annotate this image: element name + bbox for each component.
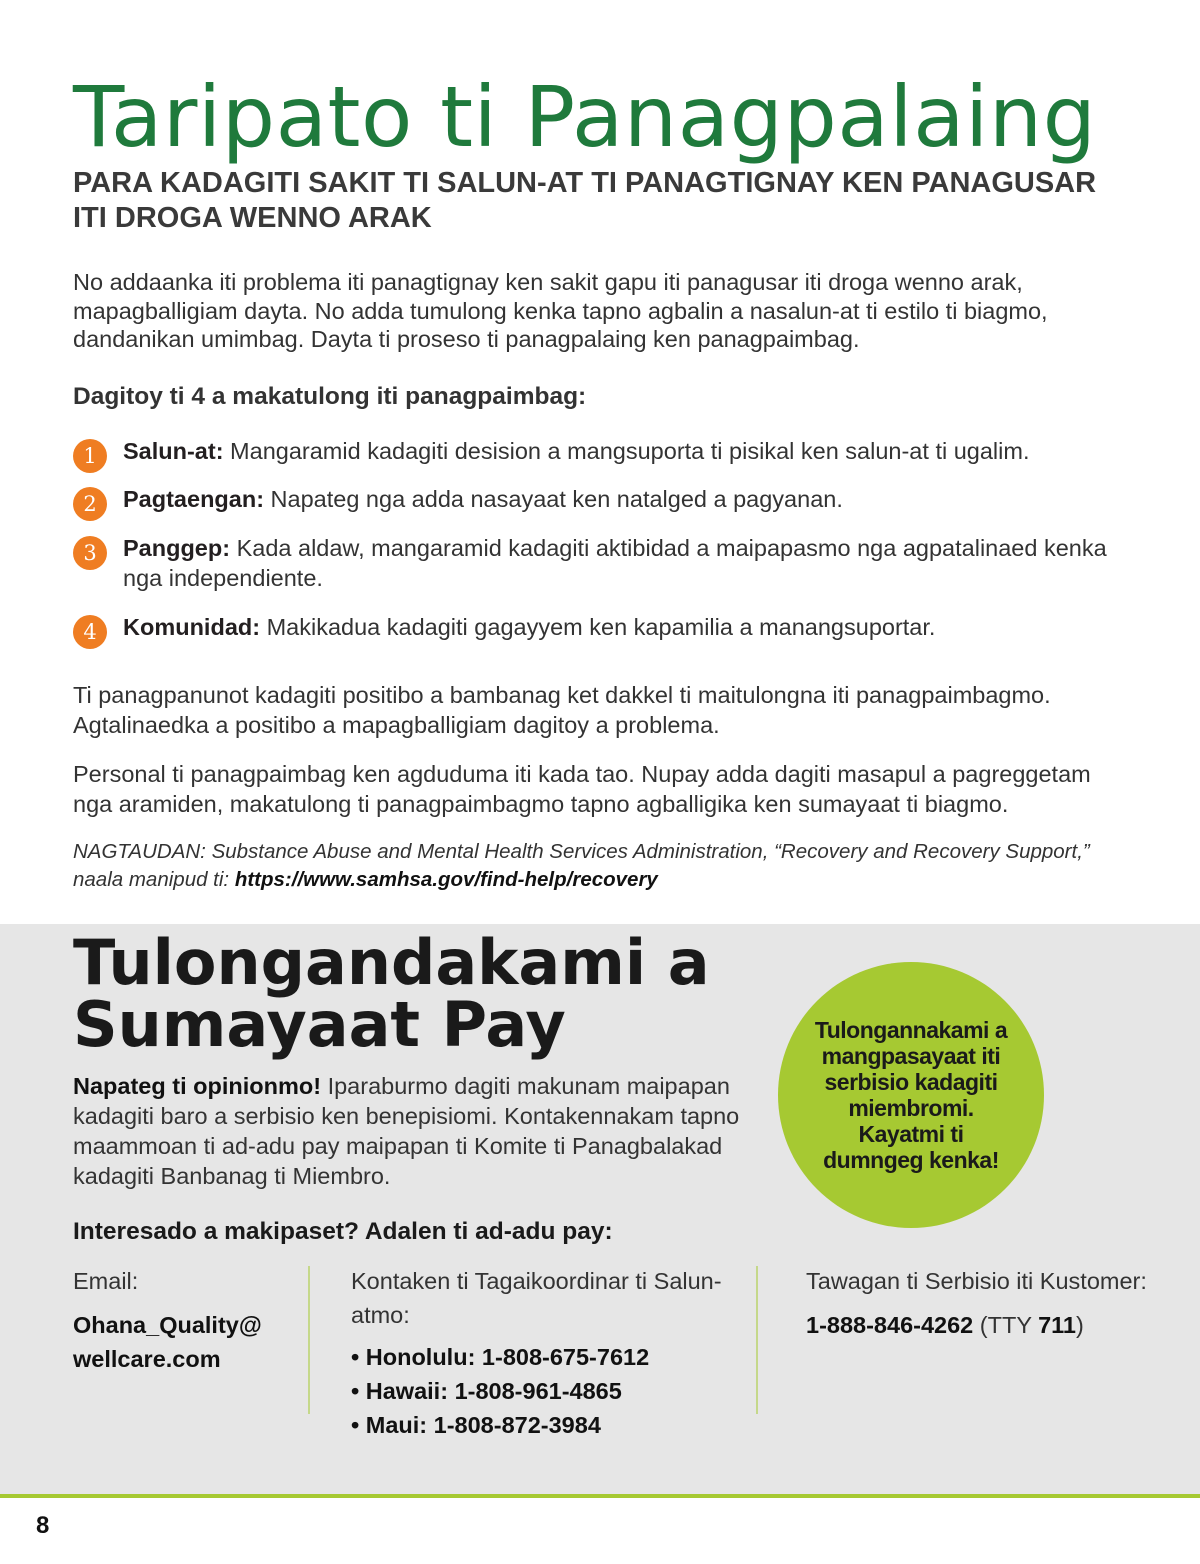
callout-text: Tulongannakami a mangpasayaat iti serbisio kadagiti miembromi. Kayatmi ti dumngeg kenka!: [814, 1017, 1008, 1173]
feedback-title-line-1: Tulongandakami a: [73, 926, 710, 999]
coordinator-label: Kontaken ti Tagaikoordinar ti Salun-atmo:: [351, 1268, 722, 1328]
column-divider: [308, 1266, 310, 1414]
tip-term: Panggep:: [123, 535, 231, 561]
tip-item-community: [73, 612, 935, 642]
personal-recovery-paragraph: Personal ti panagpaimbag ken agduduma iti kada tao. Nupay adda dagiti masapul a pagreggetam nga aramiden, makatulong ti panagpaimbagmo tapno agballigika ken sumayaat ti biagmo.: [73, 761, 1091, 817]
feedback-title: [73, 926, 710, 1061]
page-title: Taripato ti Panagpalaing: [73, 68, 1097, 166]
callout-bubble: [778, 962, 1044, 1228]
tip-term: Komunidad:: [123, 614, 261, 640]
tip-item-purpose: [73, 533, 1133, 593]
footer-rule: [0, 1494, 1200, 1498]
interest-heading: Interesado a makipaset? Adalen ti ad-adu pay:: [73, 1218, 613, 1245]
tip-item-home: [73, 484, 843, 514]
intro-paragraph: No addaanka iti problema iti panagtignay ken sakit gapu iti panagusar iti droga wenno arak, mapagballigiam dayta. No adda tumulong kenka tapno agbalin a nasalun-at ti estilo ti biagmo, dandanikan umimbag. Dayta ti proseso ti panagpalaing ken panagpaimbag.: [73, 269, 1048, 352]
email-label: Email:: [73, 1268, 139, 1294]
feedback-paragraph: [73, 1071, 763, 1191]
source-link[interactable]: https://www.samhsa.gov/find-help/recovery: [234, 868, 658, 891]
coordinator-phone-list: [351, 1340, 731, 1442]
tty-info: [973, 1312, 1084, 1338]
tip-item-health: [73, 436, 1029, 466]
email-link[interactable]: [73, 1308, 293, 1376]
positive-thinking-paragraph: Ti panagpanunot kadagiti positibo a bambanag ket dakkel ti maitulongna iti panagpaimbagmo. Agtalinaedka a positibo a mapagballigiam dagitoy a problema.: [73, 682, 1051, 738]
tip-term: Salun-at:: [123, 438, 224, 464]
feedback-lead: Napateg ti opinionmo!: [73, 1073, 322, 1099]
phone-maui[interactable]: • Maui: 1-808-872-3984: [351, 1408, 731, 1442]
tip-text: Mangaramid kadagiti desision a mangsuporta ti pisikal ken salun-at ti ugalim.: [223, 438, 1030, 464]
tip-term: Pagtaengan:: [123, 486, 265, 512]
tty-close: ): [1076, 1312, 1084, 1338]
number-badge-2: 2: [73, 487, 107, 521]
customer-service-phone[interactable]: 1-888-846-4262: [806, 1312, 974, 1338]
coordinator-column: [351, 1264, 731, 1442]
phone-honolulu[interactable]: • Honolulu: 1-808-675-7612: [351, 1340, 731, 1374]
source-text: NAGTAUDAN: Substance Abuse and Mental Health Services Administration, “Recovery and Recovery Support,” naala manipud ti:: [73, 840, 1090, 891]
email-column: [73, 1264, 293, 1376]
feedback-title-line-2: Sumayaat Pay: [73, 988, 566, 1061]
number-badge-4: 4: [73, 615, 107, 649]
email-line-2: wellcare.com: [73, 1346, 221, 1372]
tty-number[interactable]: 711: [1038, 1312, 1077, 1338]
source-citation: [73, 838, 1133, 894]
page-subtitle: PARA KADAGITI SAKIT TI SALUN-AT TI PANAGTIGNAY KEN PANAGUSAR ITI DROGA WENNO ARAK: [73, 167, 1097, 234]
tty-open: (TTY: [973, 1312, 1039, 1338]
customer-service-column: [806, 1264, 1166, 1342]
number-badge-3: 3: [73, 536, 107, 570]
tip-text: Makikadua kadagiti gagayyem ken kapamilia a manangsuportar.: [260, 614, 936, 640]
tips-heading: Dagitoy ti 4 a makatulong iti panagpaimbag:: [73, 383, 587, 410]
customer-service-phone-line: [806, 1308, 1166, 1342]
number-badge-1: 1: [73, 439, 107, 473]
email-line-1: Ohana_Quality@: [73, 1312, 262, 1338]
phone-hawaii[interactable]: • Hawaii: 1-808-961-4865: [351, 1374, 731, 1408]
feedback-text: Iparaburmo dagiti makunam maipapan kadagiti baro a serbisio ken benepisiomi. Kontakennakam tapno maammoan ti ad-adu pay maipapan ti Komite ti Panagbalakad kadagiti Banbanag ti Miembro.: [73, 1073, 740, 1189]
tip-text: Kada aldaw, mangaramid kadagiti aktibidad a maipapasmo nga agpatalinaed kenka nga independiente.: [123, 535, 1107, 591]
customer-service-label: Tawagan ti Serbisio iti Kustomer:: [806, 1268, 1147, 1294]
column-divider: [756, 1266, 758, 1414]
tip-text: Napateg nga adda nasayaat ken natalged a pagyanan.: [264, 486, 843, 512]
page-number: 8: [36, 1512, 50, 1539]
